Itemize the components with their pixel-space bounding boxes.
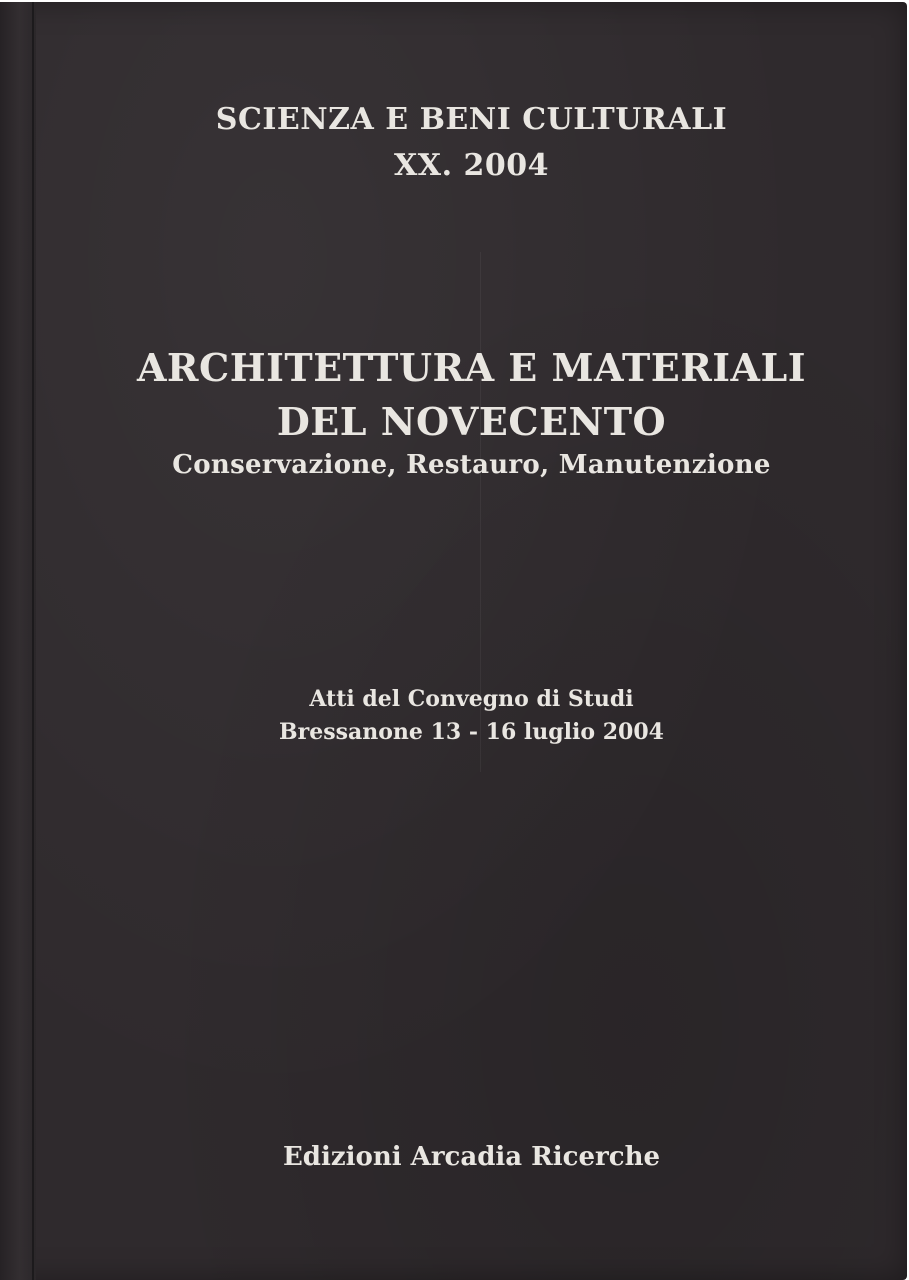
volume-number: XX. 2004 — [394, 148, 549, 183]
book-cover — [0, 2, 907, 1280]
book-spine — [0, 2, 36, 1280]
publisher-name: Edizioni Arcadia Ricerche — [282, 1142, 661, 1172]
spine-hinge — [32, 2, 34, 1280]
conference-place-dates: Bressanone 13 - 16 luglio 2004 — [279, 719, 664, 745]
book-title-line-2: DEL NOVECENTO — [276, 399, 667, 444]
book-subtitle: Conservazione, Restauro, Manutenzione — [172, 450, 771, 480]
series-title: SCIENZA E BENI CULTURALI — [215, 102, 728, 137]
book-title-line-1: ARCHITETTURA E MATERIALI — [136, 345, 807, 390]
proceedings-label: Atti del Convegno di Studi — [309, 686, 634, 712]
